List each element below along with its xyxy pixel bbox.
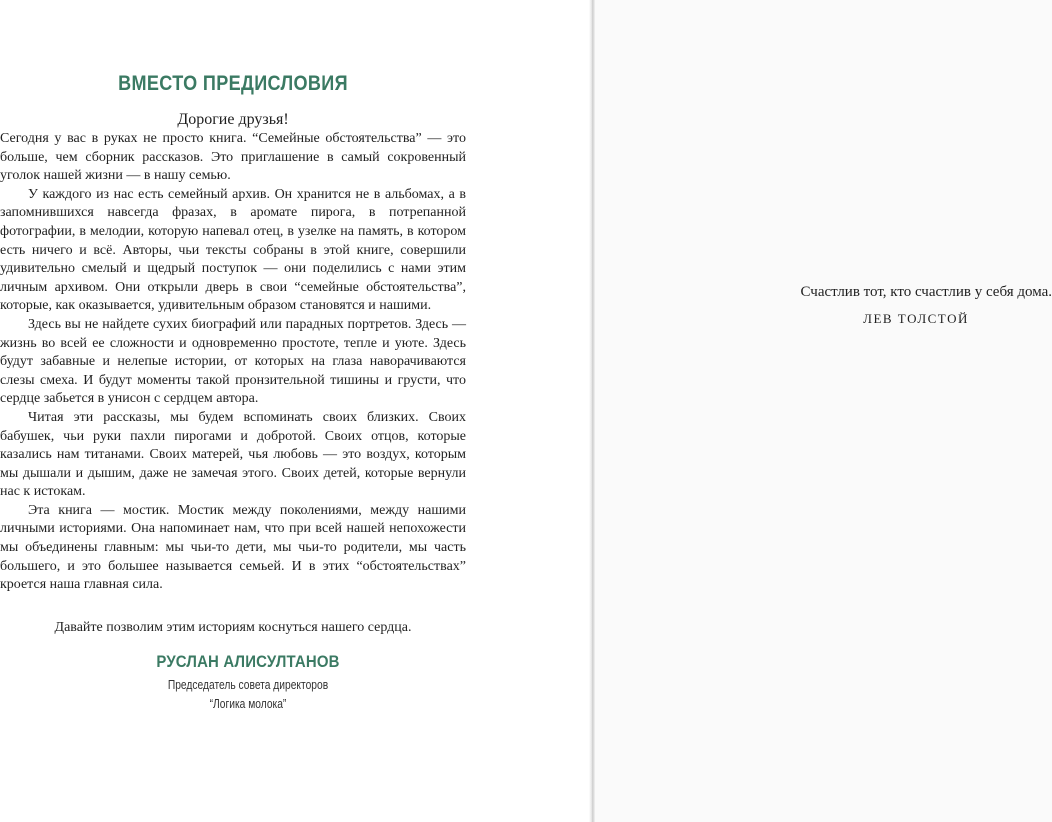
epigraph-author: ЛЕВ ТОЛСТОЙ <box>863 311 969 326</box>
preface-body <box>0 130 466 595</box>
paragraph-2: У каждого из нас есть семейный архив. Он хранится не в альбомах, а в запомнившихся навсегда фразах, в аромате пирога, в потрепанной фотографии, в мелодии, которую напевал отец, в узелке на память, в котором есть ничего и всё. Авторы, чьи тексты собраны в этой книге, совершили удивительно смелый и щедрый поступок — они поделились с нами этим личным архивом. Они открыли дверь в свои “семейные обстоятельства”, которые, как оказывается, удивительным образом становятся и нашими. <box>0 186 466 314</box>
paragraph-3: Здесь вы не найдете сухих биографий или парадных портретов. Здесь — жизнь во всей ее сложности и одновременно простоте, тепле и уюте. Здесь будут забавные и нелепые истории, от которых на глаза наворачиваются слезы смеха. И будут моменты такой пронзительной тишины и грусти, что сердце забьется в унисон с сердцем автора. <box>0 316 466 407</box>
signature-company: “Логика молока” <box>209 697 287 711</box>
page-title: ВМЕСТО ПРЕДИСЛОВИЯ <box>118 72 348 95</box>
signature-role: Председатель совета директоров <box>167 678 329 692</box>
paragraph-5: Эта книга — мостик. Мостик между поколениями, между нашими личными историями. Она напоминает нам, что при всей нашей непохожести мы объединены главным: мы чьи-то дети, мы чьи-то родители, мы часть большего, и это большее называется семьей. И в этих “обстоятельствах” кроется наша главная сила. <box>0 502 466 593</box>
greeting: Дорогие друзья! <box>177 111 289 128</box>
closing-line: Давайте позволим этим историям коснуться нашего сердца. <box>54 620 412 635</box>
signature-name: РУСЛАН АЛИСУЛТАНОВ <box>156 652 340 671</box>
book-gutter <box>589 0 595 822</box>
epigraph-quote: Счастлив тот, кто счастлив у себя дома. <box>800 284 1052 300</box>
paragraph-4: Читая эти рассказы, мы будем вспоминать своих близких. Своих бабушек, чьи руки пахли пирогами и добротой. Своих отцов, которые казались нам титанами. Своих матерей, чья любовь — это воздух, которым мы дышали и дышим, даже не замечая этого. Своих детей, которые вернули нас к истокам. <box>0 409 466 500</box>
paragraph-1: Сегодня у вас в руках не просто книга. “Семейные обстоятельства” — это больше, чем сборник рассказов. Это приглашение в самый сокровенный уголок нашей жизни — в нашу семью. <box>0 131 466 184</box>
right-page <box>592 0 1052 822</box>
